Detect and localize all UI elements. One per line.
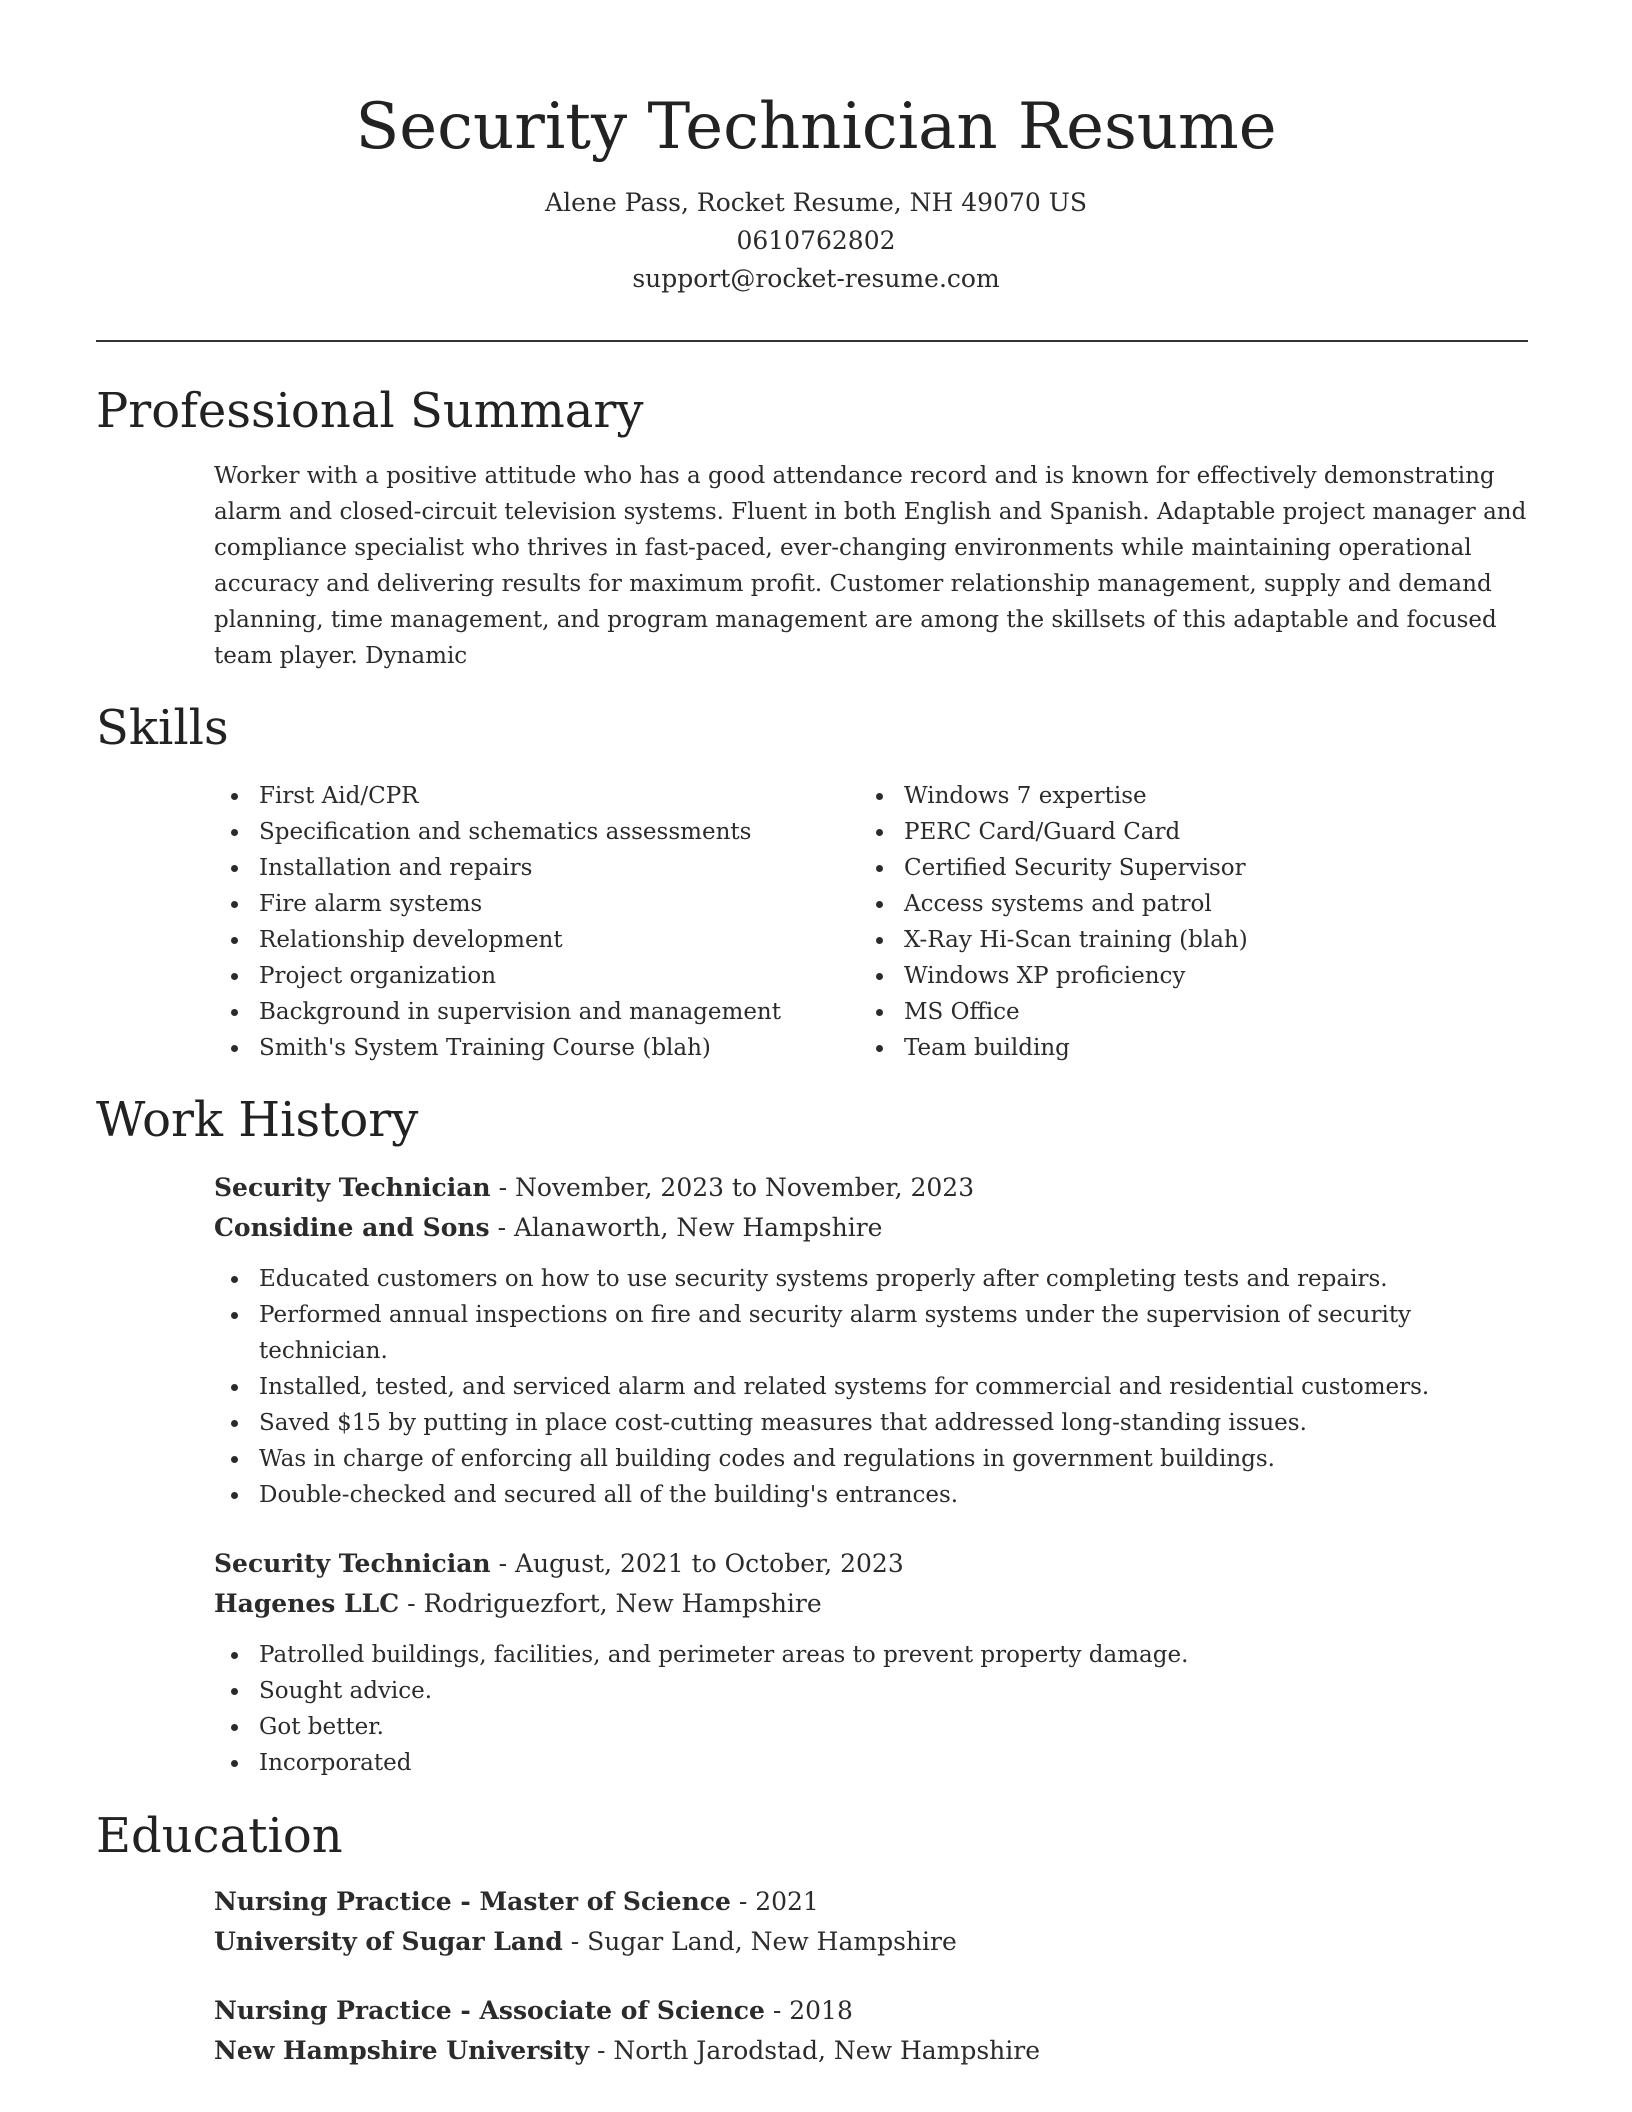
skill-item: X-Ray Hi-Scan training (blah) bbox=[859, 922, 1499, 958]
job-bullets bbox=[214, 1637, 1494, 1781]
job-bullet: Incorporated bbox=[214, 1745, 1494, 1781]
skill-item: Project organization bbox=[214, 958, 854, 994]
summary-text: Worker with a positive attitude who has a good attendance record and is known for effectively demonstrating alarm and closed-circuit television systems. Fluent in both English and Spanish. Adaptable project manager and compliance specialist who thrives in fast-paced, ever-changing environments while maintaining operational accuracy and delivering results for maximum profit. Customer relationship management, supply and demand planning, time management, and program management are among the skillsets of this adaptable and focused team player. Dynamic bbox=[214, 463, 1527, 669]
education-entry bbox=[214, 1991, 1528, 2071]
job-title-line bbox=[214, 1544, 1528, 1584]
job-title: Security Technician bbox=[214, 1173, 491, 1202]
skill-item: Access systems and patrol bbox=[859, 886, 1499, 922]
skill-item: Certified Security Supervisor bbox=[859, 850, 1499, 886]
job-bullet: Educated customers on how to use security systems properly after completing tests and repairs. bbox=[214, 1261, 1494, 1297]
job-title: Security Technician bbox=[214, 1549, 491, 1578]
skill-item: Windows XP proficiency bbox=[859, 958, 1499, 994]
job-bullet: Sought advice. bbox=[214, 1673, 1494, 1709]
skill-item: First Aid/CPR bbox=[214, 778, 854, 814]
resume-header bbox=[0, 82, 1632, 298]
education-year: - 2021 bbox=[730, 1887, 819, 1916]
education-school: University of Sugar Land bbox=[214, 1927, 563, 1956]
job-company: Considine and Sons bbox=[214, 1213, 490, 1242]
job-bullet: Got better. bbox=[214, 1709, 1494, 1745]
contact-block bbox=[0, 184, 1632, 298]
job-bullet: Double-checked and secured all of the building's entrances. bbox=[214, 1477, 1494, 1513]
job-entry bbox=[214, 1544, 1528, 1624]
education-degree-line bbox=[214, 1882, 1528, 1922]
job-company-line bbox=[214, 1208, 1528, 1248]
job-bullet: Performed annual inspections on fire and security alarm systems under the supervision of security technician. bbox=[214, 1297, 1494, 1369]
skill-item: Relationship development bbox=[214, 922, 854, 958]
education-heading: Education bbox=[96, 1808, 343, 1864]
job-dates: - August, 2021 to October, 2023 bbox=[490, 1549, 904, 1578]
contact-address: Alene Pass, Rocket Resume, NH 49070 US bbox=[545, 188, 1087, 217]
job-bullet: Installed, tested, and serviced alarm and related systems for commercial and residential customers. bbox=[214, 1369, 1494, 1405]
education-location: - Sugar Land, New Hampshire bbox=[562, 1927, 957, 1956]
skill-item: Smith's System Training Course (blah) bbox=[214, 1030, 854, 1066]
skill-item: Windows 7 expertise bbox=[859, 778, 1499, 814]
skill-item: Background in supervision and management bbox=[214, 994, 854, 1030]
skill-item: Installation and repairs bbox=[214, 850, 854, 886]
job-company-line bbox=[214, 1584, 1528, 1624]
education-location: - North Jarodstad, New Hampshire bbox=[589, 2036, 1041, 2065]
education-school: New Hampshire University bbox=[214, 2036, 589, 2065]
skill-item: Fire alarm systems bbox=[214, 886, 854, 922]
job-location: - Alanaworth, New Hampshire bbox=[489, 1213, 883, 1242]
education-year: - 2018 bbox=[764, 1996, 853, 2025]
summary-heading: Professional Summary bbox=[96, 383, 644, 439]
job-entry bbox=[214, 1168, 1528, 1248]
header-divider bbox=[96, 340, 1528, 342]
education-degree: Nursing Practice - Master of Science bbox=[214, 1887, 731, 1916]
education-degree-line bbox=[214, 1991, 1528, 2031]
education-degree: Nursing Practice - Associate of Science bbox=[214, 1996, 765, 2025]
skill-item: Team building bbox=[859, 1030, 1499, 1066]
job-bullets bbox=[214, 1261, 1494, 1513]
job-title-line bbox=[214, 1168, 1528, 1208]
skills-heading: Skills bbox=[96, 700, 229, 756]
contact-email[interactable]: support@rocket-resume.com bbox=[632, 264, 1000, 293]
skills-column-left bbox=[214, 778, 854, 1066]
contact-phone: 0610762802 bbox=[736, 226, 896, 255]
skill-item: MS Office bbox=[859, 994, 1499, 1030]
job-dates: - November, 2023 to November, 2023 bbox=[490, 1173, 975, 1202]
job-bullet: Saved $15 by putting in place cost-cutting measures that addressed long-standing issues. bbox=[214, 1405, 1494, 1441]
education-school-line bbox=[214, 2031, 1528, 2071]
job-bullet: Patrolled buildings, facilities, and perimeter areas to prevent property damage. bbox=[214, 1637, 1494, 1673]
work-heading: Work History bbox=[96, 1092, 419, 1148]
skill-item: PERC Card/Guard Card bbox=[859, 814, 1499, 850]
education-entry bbox=[214, 1882, 1528, 1962]
job-location: - Rodriguezfort, New Hampshire bbox=[399, 1589, 822, 1618]
skill-item: Specification and schematics assessments bbox=[214, 814, 854, 850]
job-bullet: Was in charge of enforcing all building codes and regulations in government buildings. bbox=[214, 1441, 1494, 1477]
resume-title: Security Technician Resume bbox=[355, 90, 1277, 164]
job-company: Hagenes LLC bbox=[214, 1589, 400, 1618]
education-school-line bbox=[214, 1922, 1528, 1962]
skills-column-right bbox=[859, 778, 1499, 1066]
